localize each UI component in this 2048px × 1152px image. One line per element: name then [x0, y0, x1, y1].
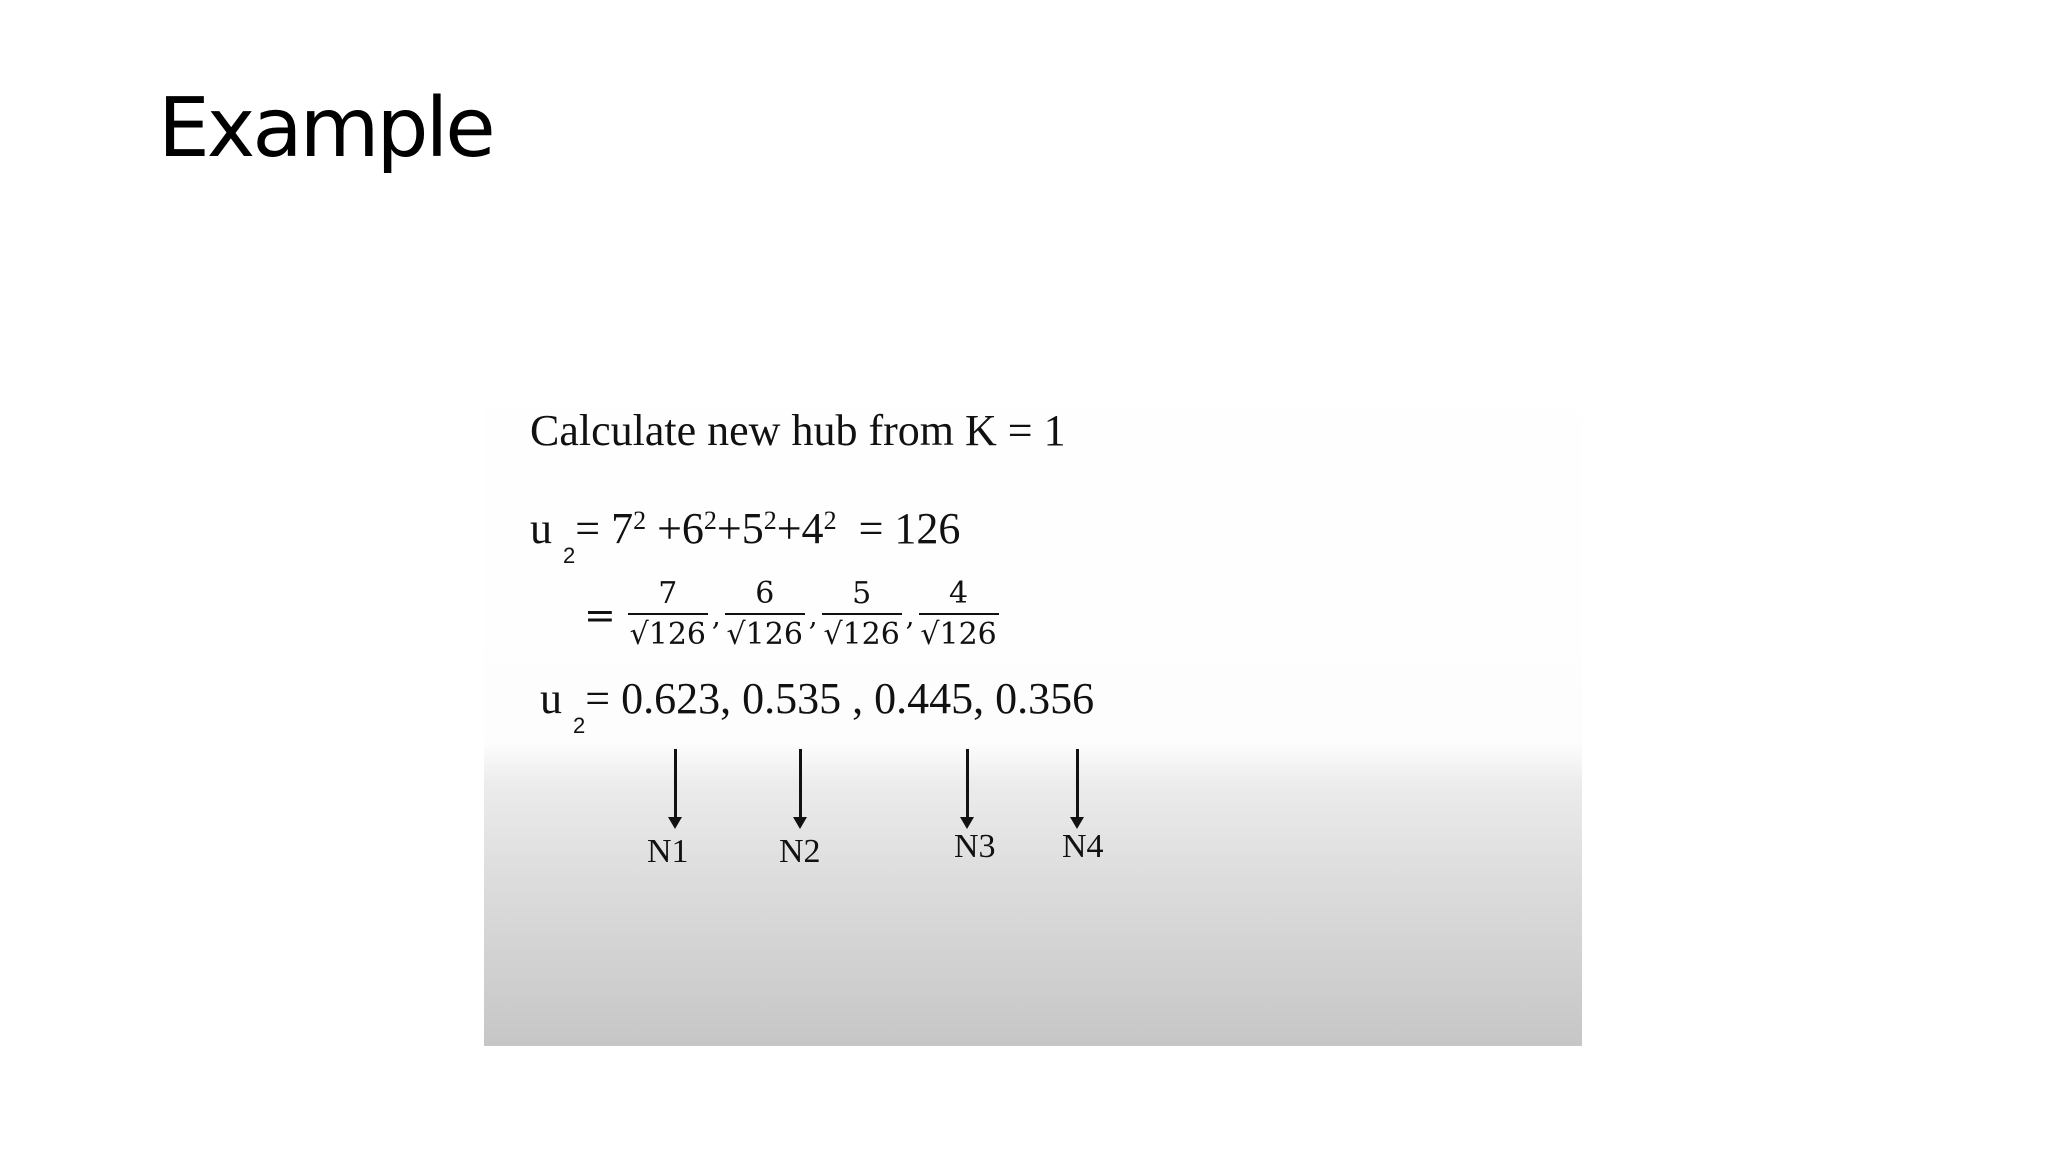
- node-label-n4: N4: [1062, 828, 1104, 865]
- values-variable: u: [540, 674, 562, 723]
- fraction-denominator: √126: [629, 617, 707, 652]
- arrow-down-icon: [674, 749, 677, 819]
- arrow-down-icon: [1076, 749, 1079, 819]
- fraction: [725, 575, 805, 655]
- values-subscript: 2: [573, 713, 586, 738]
- norm-variable: u: [530, 504, 552, 553]
- norm-term: +5: [716, 504, 764, 553]
- slide-title: Example: [158, 81, 493, 176]
- norm-exponent: 2: [763, 506, 777, 535]
- fraction-denominator: √126: [726, 617, 803, 652]
- arrow-down-icon: [799, 749, 802, 819]
- values-equation: [540, 673, 1095, 738]
- node-label-n2: N2: [779, 833, 821, 870]
- fraction-denominator: √126: [920, 617, 997, 652]
- separator: ,: [905, 598, 915, 632]
- fraction-numerator: 7: [628, 575, 708, 615]
- node-label-n1: N1: [647, 833, 689, 870]
- fraction-numerator: 6: [725, 575, 805, 615]
- fraction: [919, 575, 999, 655]
- arrow-down-icon: [966, 749, 969, 819]
- norm-exponent: 2: [823, 506, 837, 535]
- norm-term: = 7: [575, 504, 634, 553]
- norm-term: +6: [646, 504, 704, 553]
- equals-sign: =: [584, 593, 616, 637]
- values-text: = 0.623, 0.535 , 0.445, 0.356: [585, 674, 1095, 723]
- separator: ,: [808, 598, 818, 632]
- fraction: [822, 575, 902, 655]
- fraction-numerator: 4: [919, 575, 999, 615]
- fraction-equation: [584, 575, 1001, 655]
- calculation-heading: Calculate new hub from K = 1: [530, 406, 1066, 455]
- norm-result: = 126: [836, 504, 961, 553]
- fraction-denominator: √126: [823, 617, 900, 652]
- fraction-numerator: 5: [822, 575, 902, 615]
- norm-term: +4: [776, 504, 824, 553]
- fraction: [628, 575, 708, 655]
- node-label-n3: N3: [954, 828, 996, 865]
- separator: ,: [711, 598, 721, 632]
- norm-subscript: 2: [563, 543, 576, 568]
- embedded-image: [484, 323, 1582, 1046]
- norm-exponent: 2: [633, 506, 647, 535]
- norm-exponent: 2: [703, 506, 717, 535]
- norm-equation: [530, 503, 961, 568]
